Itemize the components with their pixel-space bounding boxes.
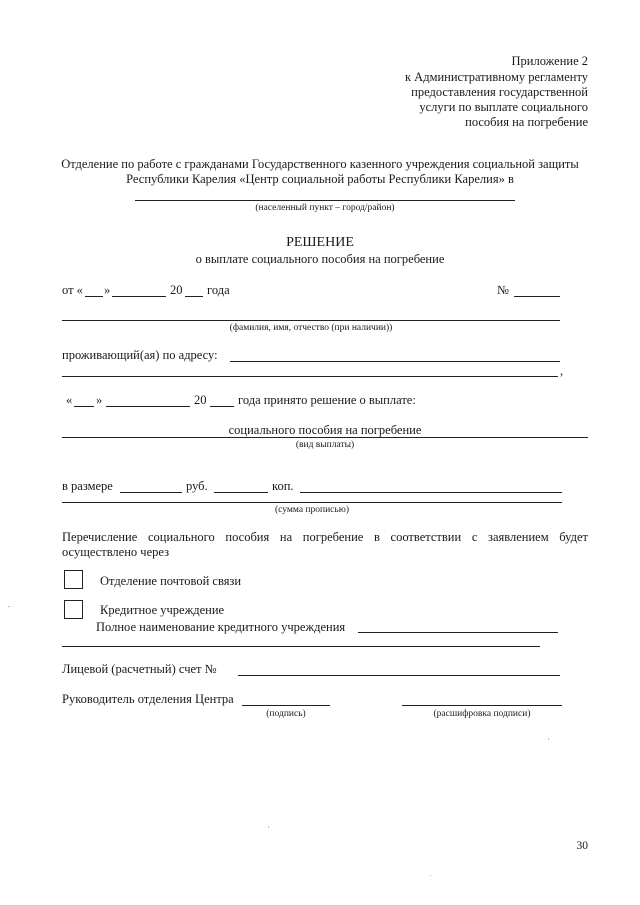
amount-words-field-1[interactable] xyxy=(300,492,562,493)
date-quote-close: » xyxy=(104,283,111,297)
date-year-field[interactable] xyxy=(185,296,203,297)
date-month-field[interactable] xyxy=(112,296,166,297)
decision-day-field[interactable] xyxy=(74,406,94,407)
signature-decode-hint: (расшифровка подписи) xyxy=(433,709,531,719)
account-field[interactable] xyxy=(238,675,560,676)
amount-rub-field[interactable] xyxy=(120,492,182,493)
credit-institution-checkbox[interactable] xyxy=(64,600,83,619)
amount-hint: (сумма прописью) xyxy=(275,505,349,515)
org-line-1: Отделение по работе с гражданами Государственного казенного учреждения социальной защиты xyxy=(61,157,579,171)
signature-label: Руководитель отделения Центра xyxy=(62,692,234,706)
signature-decode-field[interactable] xyxy=(402,705,562,706)
appendix-line: Приложение 2 xyxy=(511,54,588,68)
decision-subtitle: о выплате социального пособия на погребение xyxy=(195,252,445,266)
decision-year-prefix: 20 xyxy=(194,393,207,407)
signature-hint: (подпись) xyxy=(266,709,306,719)
number-field[interactable] xyxy=(514,296,560,297)
amount-words-field-2[interactable] xyxy=(62,502,562,503)
address-field-1[interactable] xyxy=(230,361,560,362)
credit-full-name-field[interactable] xyxy=(358,632,558,633)
amount-rub-label: руб. xyxy=(186,479,208,493)
account-label: Лицевой (расчетный) счет № xyxy=(62,662,217,676)
decision-title: РЕШЕНИЕ xyxy=(286,235,354,250)
date-year-prefix: 20 xyxy=(170,283,183,297)
decision-quote-close: » xyxy=(96,393,103,407)
fio-hint: (фамилия, имя, отчество (при наличии)) xyxy=(229,323,393,333)
scan-speck xyxy=(548,738,549,740)
org-line-2: Республики Карелия «Центр социальной работы Республики Карелия» в xyxy=(126,172,514,186)
payment-type-line xyxy=(62,437,588,438)
decision-month-field[interactable] xyxy=(106,406,190,407)
scan-speck xyxy=(268,826,269,828)
address-field-2[interactable] xyxy=(62,376,558,377)
place-hint: (населенный пункт – город/район) xyxy=(255,203,395,213)
number-label: № xyxy=(497,283,509,297)
scan-speck xyxy=(8,606,10,607)
post-office-label: Отделение почтовой связи xyxy=(100,574,242,588)
appendix-line: пособия на погребение xyxy=(465,115,588,129)
credit-full-name-label: Полное наименование кредитного учреждения xyxy=(96,620,346,634)
fio-field[interactable] xyxy=(62,320,560,321)
decision-quote-open: « xyxy=(66,393,73,407)
decision-text: года принято решение о выплате: xyxy=(238,393,416,407)
transfer-text-line-1: Перечисление социального пособия на погребение в соответствии с заявлением будет xyxy=(62,530,588,544)
appendix-line: к Административному регламенту xyxy=(404,70,588,84)
page-number: 30 xyxy=(576,840,588,852)
transfer-text-line-2: осуществлено через xyxy=(62,545,170,559)
date-goda: года xyxy=(207,283,230,297)
amount-kop-label: коп. xyxy=(272,479,294,493)
date-day-field[interactable] xyxy=(85,296,103,297)
date-from-label: от « xyxy=(62,283,83,297)
amount-kop-field[interactable] xyxy=(214,492,268,493)
post-office-checkbox[interactable] xyxy=(64,570,83,589)
appendix-line: предоставления государственной xyxy=(411,85,588,99)
address-label: проживающий(ая) по адресу: xyxy=(62,348,218,362)
credit-full-name-field-2[interactable] xyxy=(62,646,540,647)
signature-field[interactable] xyxy=(242,705,330,706)
place-field-line xyxy=(135,200,515,201)
scan-speck xyxy=(430,875,431,876)
amount-label: в размере xyxy=(62,479,113,493)
decision-year-field[interactable] xyxy=(210,406,234,407)
appendix-line: услуги по выплате социального xyxy=(419,100,588,114)
address-comma: , xyxy=(560,364,564,378)
payment-type-value: социального пособия на погребение xyxy=(228,423,422,437)
payment-type-hint: (вид выплаты) xyxy=(295,440,355,450)
credit-institution-label: Кредитное учреждение xyxy=(100,603,225,617)
